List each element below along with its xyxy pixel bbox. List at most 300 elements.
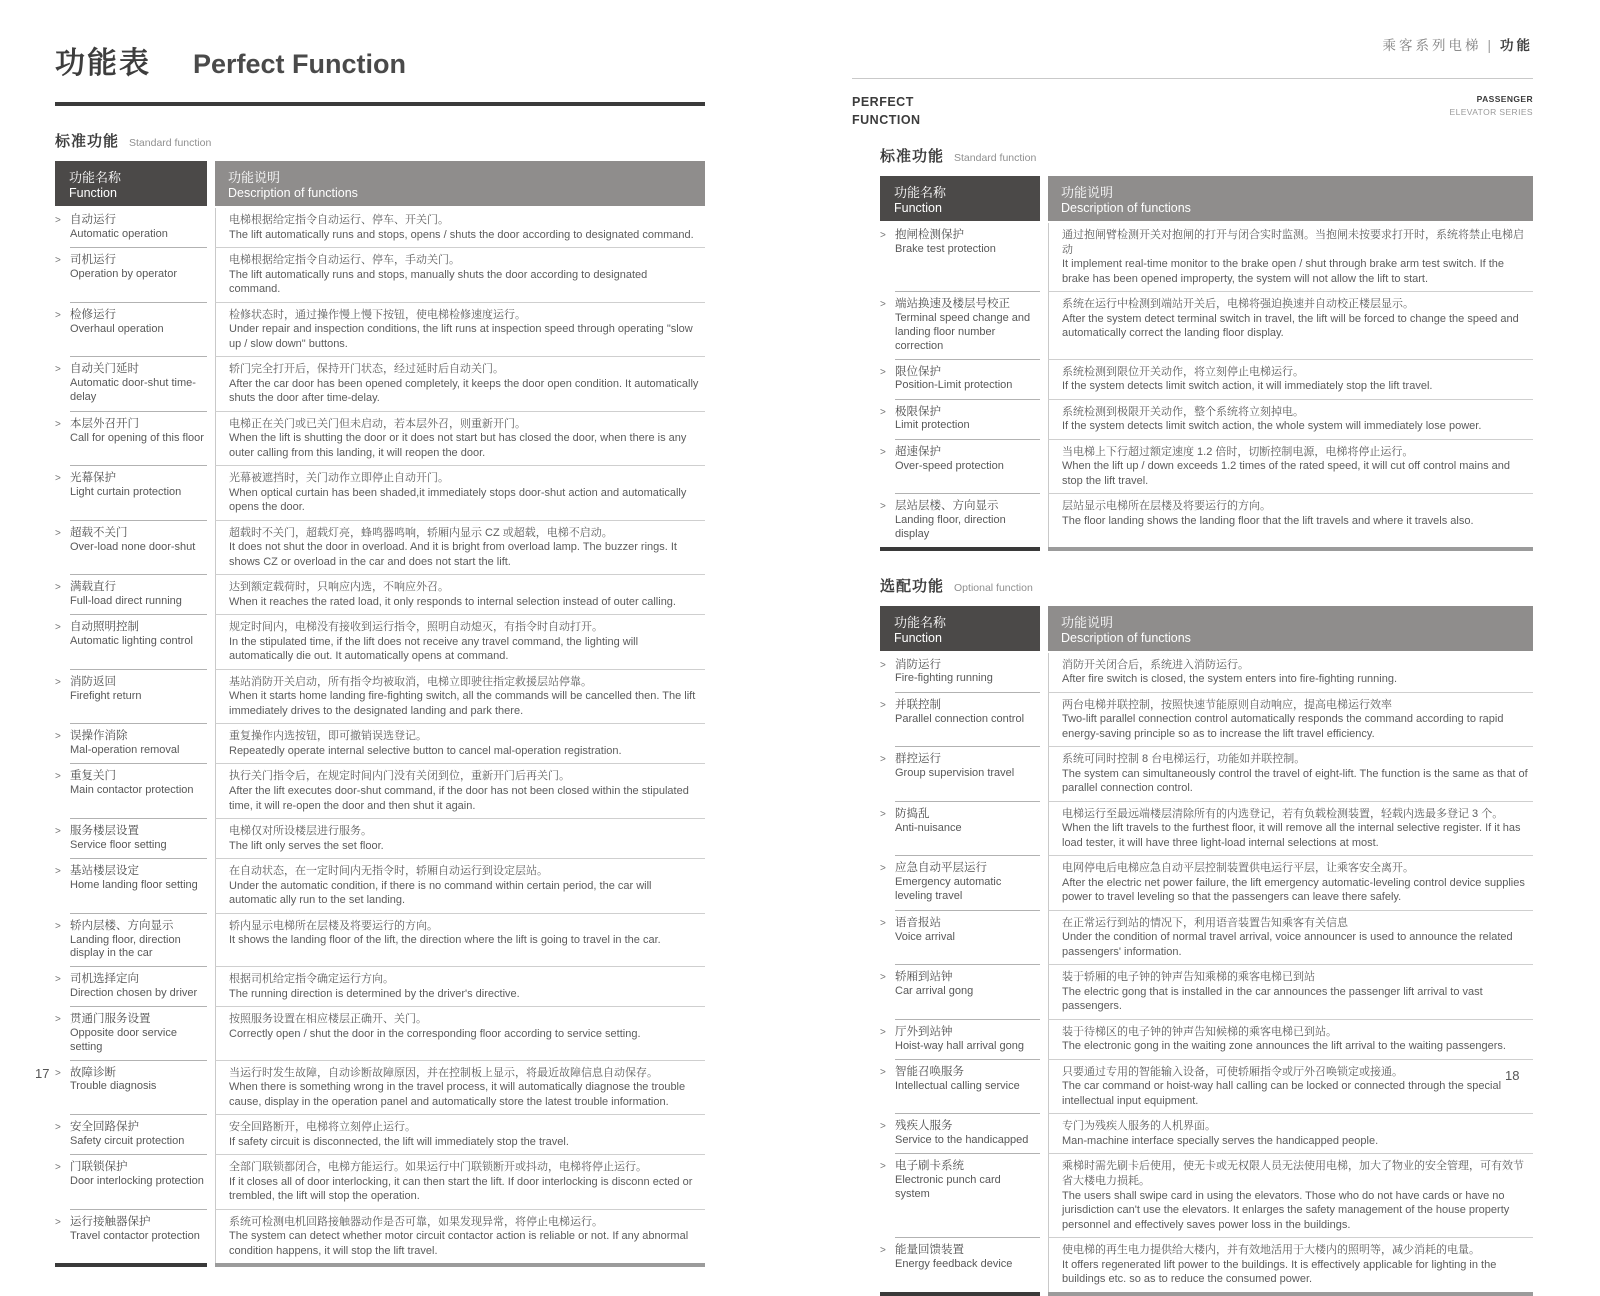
function-description-cell [215, 466, 705, 521]
function-name-cell [880, 400, 1040, 440]
function-name-en: Parallel connection control [895, 712, 1025, 725]
function-desc-en: If the system detects limit switch action, it will immediately stop the lift travel. [1062, 380, 1433, 393]
function-name-cell [55, 466, 207, 521]
function-desc-en: After the system detect terminal switch in travel, the lift will be forced to change the speed and automatically correct the landing floor display. [1062, 312, 1519, 340]
function-name-en: Overhaul operation [70, 322, 164, 335]
function-desc-en: The electric gong that is installed in the car announces the passenger lift arrival to vast passengers. [1062, 985, 1483, 1013]
row-marker: > [880, 1245, 886, 1257]
function-name-zh: 限位保护 [895, 365, 941, 378]
function-desc-zh: 使电梯的再生电力提供给大楼内，并有效地活用于大楼内的照明等，减少消耗的电量。 [1062, 1244, 1480, 1257]
header-description-en: Description of functions [1061, 630, 1191, 645]
function-name-cell [55, 303, 207, 358]
function-name-zh: 服务楼层设置 [70, 825, 139, 838]
function-name-cell [55, 1007, 207, 1060]
table-header-function [880, 176, 1040, 221]
function-desc-en: After fire switch is closed, the system enters into fire-fighting running. [1062, 673, 1398, 686]
function-desc-en: It offers regenerated lift power to the buildings. It is effectively applicable for lighting in the buildings etc. so as to reduce the consumed power. [1062, 1258, 1497, 1286]
function-name-cell [55, 967, 207, 1007]
function-description-cell [1048, 400, 1533, 440]
function-name-cell [55, 819, 207, 859]
function-name-zh: 语音报站 [895, 916, 941, 929]
row-marker: > [55, 826, 61, 838]
function-desc-en: It shows the landing floor of the lift, the direction where the lift is going to travel in the car. [229, 934, 661, 947]
function-description-cell [215, 670, 705, 725]
function-name-zh: 本层外召开门 [70, 417, 139, 430]
function-name-en: Automatic door-shut time-delay [70, 377, 196, 403]
function-desc-en: It does not shut the door in overload. And it is bright from overload lamp. The buzzer rings. It shows CZ or overload in the car and does not start the lift. [229, 541, 677, 568]
function-name-cell [55, 412, 207, 467]
function-desc-zh: 规定时间内，电梯没有接收到运行指令，照明自动熄灭，有指令时自动打开。 [229, 621, 603, 634]
function-name-en: Energy feedback device [895, 1257, 1013, 1270]
function-desc-zh: 专门为残疾人服务的人机界面。 [1062, 1120, 1216, 1133]
function-desc-en: The car command or hoist-way hall calling can be locked or connected through the special intellectual input equipment. [1062, 1080, 1502, 1107]
table-header-description [1048, 606, 1533, 651]
optional-function-table [880, 606, 1533, 1296]
header-description-zh: 功能说明 [1061, 614, 1114, 630]
function-desc-en: When there is something wrong in the travel process, it will automatically diagnose the trouble cause, display in the operation panel and automatically store the latest trouble information. [229, 1081, 686, 1108]
table-header [880, 606, 1533, 651]
function-desc-zh: 层站显示电梯所在层楼及将要运行的方向。 [1062, 500, 1271, 513]
function-description-cell [1048, 1114, 1533, 1154]
function-name-en: Mal-operation removal [70, 744, 180, 757]
function-desc-zh: 全部门联锁都闭合，电梯方能运行。如果运行中门联锁断开或抖动，电梯将停止运行。 [229, 1161, 647, 1174]
function-name-zh: 自动关门延时 [70, 363, 139, 376]
section-heading-standard [55, 130, 705, 151]
function-desc-zh: 系统可检测电机回路接触器动作是否可靠，如果发现异常，将停止电梯运行。 [229, 1215, 603, 1228]
function-desc-en: The electronic gong in the waiting zone announces the lift arrival to the waiting passengers. [1062, 1040, 1506, 1053]
table-row [880, 1154, 1533, 1238]
header-description-zh: 功能说明 [1061, 185, 1114, 201]
function-name-cell [55, 764, 207, 819]
series-label-line2: ELEVATOR SERIES [1449, 106, 1533, 117]
function-name-en: Terminal speed change and landing floor number correction [895, 312, 1031, 352]
function-name-en: Voice arrival [895, 930, 955, 943]
row-marker: > [55, 1067, 61, 1079]
function-name-cell [55, 521, 207, 576]
row-marker: > [880, 699, 886, 711]
table-row [880, 911, 1533, 966]
table-row [55, 1007, 705, 1060]
table-row [55, 1061, 705, 1116]
table-row [880, 965, 1533, 1020]
function-desc-zh: 根据司机给定指令确定运行方向。 [229, 973, 394, 986]
page-number-right: 18 [1505, 1068, 1520, 1083]
function-description-cell [215, 615, 705, 670]
function-name-cell [880, 693, 1040, 748]
table-row [880, 693, 1533, 748]
function-name-cell [55, 615, 207, 670]
row-marker: > [880, 808, 886, 820]
function-desc-zh: 两台电梯并联控制，按照快速节能原则自动响应，提高电梯运行效率 [1062, 698, 1392, 711]
row-marker: > [55, 418, 61, 430]
series-label [1450, 93, 1533, 129]
function-name-zh: 抱闸检测保护 [895, 229, 964, 242]
series-label-line1: PASSENGER [1476, 94, 1533, 104]
function-description-cell [215, 724, 705, 764]
row-marker: > [55, 215, 61, 226]
row-marker: > [880, 659, 886, 671]
section-title-en: Standard function [954, 152, 1037, 165]
right-title-line1: PERFECT [852, 95, 914, 109]
table-row [55, 670, 705, 725]
function-desc-en: The lift automatically runs and stops, manually shuts the door according to designated command. [229, 268, 648, 296]
row-marker: > [880, 230, 886, 242]
function-name-cell [55, 1155, 207, 1210]
header-function-zh: 功能名称 [894, 614, 947, 630]
function-name-cell [55, 859, 207, 914]
function-name-zh: 电子刷卡系统 [895, 1160, 964, 1173]
bottom-bar-dark [880, 1292, 1040, 1296]
function-desc-en: When the lift travels to the furthest floor, it will remove all the internal selective register. If it has load tester, it will have three light-load internal selections at most. [1062, 822, 1521, 849]
function-name-zh: 轿厢到站钟 [895, 971, 953, 984]
row-marker: > [55, 974, 61, 986]
function-description-cell [1048, 653, 1533, 693]
function-name-cell [880, 965, 1040, 1020]
header-rule [852, 78, 1533, 79]
bottom-bar-dark [880, 547, 1040, 551]
function-name-zh: 防捣乱 [895, 807, 930, 820]
function-description-cell [215, 412, 705, 467]
table-header-function [880, 606, 1040, 651]
row-marker: > [880, 406, 886, 418]
function-name-en: Operation by operator [70, 267, 178, 280]
function-description-cell [1048, 1060, 1533, 1115]
function-desc-zh: 当运行时发生故障，自动诊断故障原因，并在控制板上显示，将最近故障信息自动保存。 [229, 1066, 658, 1079]
function-desc-zh: 安全回路断开，电梯将立刻停止运行。 [229, 1121, 416, 1134]
table-body [55, 208, 705, 1263]
function-description-cell [1048, 440, 1533, 495]
table-row [55, 615, 705, 670]
table-row [880, 292, 1533, 359]
table-row [880, 856, 1533, 911]
function-name-zh: 自动照明控制 [70, 621, 139, 634]
function-name-zh: 检修运行 [70, 308, 116, 321]
function-desc-en: The lift automatically runs and stops, opens / shuts the door according to designated command. [229, 228, 694, 241]
function-description-cell [215, 764, 705, 819]
right-page-content [880, 145, 1533, 1295]
function-name-en: Position-Limit protection [895, 379, 1013, 392]
function-name-cell [55, 724, 207, 764]
function-name-en: Firefight return [70, 689, 142, 702]
function-desc-zh: 通过抱闸臂检测开关对抱闸的打开与闭合实时监测。当抱闸未按要求打开时，系统将禁止电梯启动 [1062, 229, 1524, 256]
function-desc-zh: 在正常运行到站的情况下，利用语音装置告知乘客有关信息 [1062, 916, 1348, 929]
function-name-zh: 超载不关门 [70, 526, 128, 539]
row-marker: > [880, 366, 886, 378]
table-bottom-bars [55, 1263, 705, 1267]
section-heading-standard-right [880, 145, 1533, 166]
row-marker: > [880, 1026, 886, 1038]
row-marker: > [55, 676, 61, 688]
function-name-cell [55, 1061, 207, 1116]
function-desc-zh: 检修状态时，通过操作慢上慢下按钮，使电梯检修速度运行。 [229, 308, 526, 321]
row-marker: > [880, 299, 886, 311]
function-name-en: Trouble diagnosis [70, 1080, 157, 1093]
function-name-cell [55, 914, 207, 967]
function-desc-en: In the stipulated time, if the lift does not receive any travel command, the lighting will automatically die out. It automatically opens at command. [229, 635, 639, 663]
function-name-cell [880, 1114, 1040, 1154]
table-row [55, 819, 705, 859]
function-name-cell [880, 802, 1040, 857]
function-desc-zh: 只要通过专用的智能输入设备，可使轿厢指令或厅外召唤锁定或接通。 [1062, 1065, 1403, 1078]
function-description-cell [1048, 494, 1533, 546]
row-marker: > [55, 622, 61, 634]
function-name-en: Electronic punch card system [895, 1174, 1001, 1201]
header-function-en: Function [894, 630, 942, 645]
table-row [55, 914, 705, 967]
function-name-cell [880, 856, 1040, 911]
function-desc-zh: 电网停电后电梯应急自动平层控制装置供电运行平层，让乘客安全离开。 [1062, 862, 1414, 875]
function-name-zh: 安全回路保护 [70, 1121, 139, 1134]
table-row [880, 1060, 1533, 1115]
bottom-bar-gray [1048, 1292, 1533, 1296]
function-desc-en: The running direction is determined by the driver's directive. [229, 987, 520, 1000]
function-name-zh: 光幕保护 [70, 472, 116, 485]
function-name-zh: 轿内层楼、方向显示 [70, 919, 174, 932]
row-marker: > [55, 731, 61, 743]
function-description-cell [1048, 1020, 1533, 1060]
function-description-cell [1048, 802, 1533, 857]
function-name-zh: 基站楼层设定 [70, 865, 139, 878]
function-desc-zh: 当电梯上下行超过额定速度 1.2 倍时，切断控制电源，电梯将停止运行。 [1062, 445, 1414, 458]
header-function-en: Function [894, 201, 942, 216]
row-marker: > [55, 255, 61, 267]
table-row [55, 412, 705, 467]
function-name-zh: 运行接触器保护 [70, 1215, 151, 1228]
function-desc-zh: 系统检测到极限开关动作，整个系统将立刻掉电。 [1062, 405, 1304, 418]
function-description-cell [215, 1061, 705, 1116]
function-desc-zh: 系统检测到限位开关动作，将立刻停止电梯运行。 [1062, 365, 1304, 378]
row-marker: > [55, 364, 61, 376]
function-name-cell [880, 494, 1040, 546]
table-row [55, 1155, 705, 1210]
function-desc-en: Under repair and inspection conditions, the lift runs at inspection speed through operating "slow up / slow down" buttons. [229, 323, 693, 350]
row-marker: > [880, 1066, 886, 1078]
function-description-cell [215, 1155, 705, 1210]
function-desc-en: The system can simultaneously control the travel of eight-lift. The function is the same as that of parallel connection control. [1062, 767, 1528, 795]
row-marker: > [880, 972, 886, 984]
function-desc-zh: 轿门完全打开后，保持开门状态，经过延时后自动关门。 [229, 363, 504, 376]
function-name-en: Light curtain protection [70, 486, 182, 499]
function-desc-zh: 电梯根据给定指令自动运行、停车、开关门。 [229, 214, 449, 226]
function-name-en: Landing floor, direction display in the car [70, 933, 181, 960]
function-name-cell [55, 357, 207, 412]
function-name-zh: 司机选择定向 [70, 973, 139, 986]
function-description-cell [1048, 292, 1533, 359]
function-description-cell [215, 521, 705, 576]
table-row [880, 360, 1533, 400]
function-desc-zh: 系统可同时控制 8 台电梯运行，功能如并联控制。 [1062, 753, 1306, 766]
function-description-cell [215, 914, 705, 967]
table-row [880, 1020, 1533, 1060]
function-description-cell [215, 357, 705, 412]
table-row [880, 1114, 1533, 1154]
table-body [880, 653, 1533, 1292]
function-name-en: Service to the handicapped [895, 1134, 1029, 1147]
table-row [55, 466, 705, 521]
title-rule [55, 102, 705, 106]
row-marker: > [880, 754, 886, 766]
right-page-title [852, 93, 921, 129]
row-marker: > [55, 1014, 61, 1026]
function-name-zh: 并联控制 [895, 698, 941, 711]
table-row [55, 724, 705, 764]
function-name-zh: 端站换速及楼层号校正 [895, 298, 1010, 311]
right-page-header [852, 93, 1533, 129]
function-desc-en: Correctly open / shut the door in the corresponding floor according to service setting. [229, 1027, 641, 1040]
function-name-zh: 消防返回 [70, 675, 116, 688]
function-desc-en: Under the automatic condition, if there is no command within certain period, the car will automatic ally run to the set landing. [229, 879, 652, 907]
table-row [880, 802, 1533, 857]
function-desc-zh: 装于轿厢的电子钟的钟声告知乘梯的乘客电梯已到站 [1062, 971, 1315, 984]
function-name-cell [880, 1154, 1040, 1238]
function-name-zh: 残疾人服务 [895, 1120, 953, 1133]
standard-function-table-right [880, 176, 1533, 550]
section-heading-optional [880, 575, 1533, 596]
function-name-zh: 层站层楼、方向显示 [895, 500, 999, 513]
table-header [880, 176, 1533, 221]
function-name-en: Fire-fighting running [895, 672, 993, 685]
table-row [55, 575, 705, 615]
function-description-cell [1048, 1154, 1533, 1238]
function-description-cell [1048, 965, 1533, 1020]
function-desc-en: Two-lift parallel connection control automatically responds the command according to rapid energy-saving principle so as to increase the lift travel efficiency. [1062, 713, 1504, 740]
function-name-en: Travel contactor protection [70, 1229, 200, 1242]
header-function-zh: 功能名称 [894, 185, 947, 201]
row-marker: > [55, 1216, 61, 1228]
function-description-cell [215, 1115, 705, 1155]
function-description-cell [1048, 360, 1533, 400]
function-desc-zh: 轿内显示电梯所在层楼及将要运行的方向。 [229, 919, 438, 932]
function-name-en: Automatic lighting control [70, 635, 193, 648]
function-desc-en: If safety circuit is disconnected, the lift will immediately stop the travel. [229, 1135, 569, 1148]
function-name-zh: 故障诊断 [70, 1066, 116, 1079]
function-desc-zh: 光幕被遮挡时，关门动作立即停止自动开门。 [229, 472, 449, 485]
function-desc-zh: 电梯运行至最远端楼层清除所有的内选登记，若有负载检测装置，轻载内选最多登记 3 个。 [1062, 807, 1504, 820]
table-row [55, 208, 705, 248]
function-desc-en: The floor landing shows the landing floor that the lift travels and where it travels also. [1062, 514, 1474, 527]
function-name-en: Hoist-way hall arrival gong [895, 1039, 1024, 1052]
function-name-en: Call for opening of this floor [70, 431, 204, 444]
function-name-cell [880, 1020, 1040, 1060]
function-name-zh: 满载直行 [70, 581, 116, 594]
function-name-en: Intellectual calling service [895, 1079, 1020, 1092]
function-description-cell [215, 859, 705, 914]
right-title-line2: FUNCTION [852, 113, 921, 128]
page-number-left: 17 [35, 1066, 50, 1081]
table-header-description [215, 161, 705, 206]
function-name-en: Automatic operation [70, 227, 168, 240]
function-name-cell [880, 440, 1040, 495]
row-marker: > [55, 527, 61, 539]
function-desc-en: The system can detect whether motor circuit contactor action is reliable or not. If any abnormal condition happens, it will stop the lift travel. [229, 1230, 689, 1257]
function-desc-zh: 超载时不关门，超载灯亮，蜂鸣器鸣响，轿厢内显示 CZ 或超载，电梯不启动。 [229, 526, 613, 539]
table-header-description [1048, 176, 1533, 221]
function-name-en: Brake test protection [895, 243, 996, 256]
function-name-en: Anti-nuisance [895, 821, 962, 834]
function-description-cell [215, 208, 705, 248]
row-marker: > [55, 473, 61, 485]
function-name-cell [880, 1060, 1040, 1115]
page-title [55, 38, 705, 82]
function-desc-en: When it reaches the rated load, it only responds to internal selection instead of outer calling. [229, 595, 676, 608]
breadcrumb-series: 乘客系列电梯 [1382, 38, 1482, 53]
function-desc-zh: 电梯正在关门或已关门但未启动，若本层外召，则重新开门。 [229, 417, 526, 430]
table-row [55, 303, 705, 358]
row-marker: > [880, 863, 886, 875]
function-description-cell [215, 575, 705, 615]
function-name-cell [55, 248, 207, 303]
function-name-cell [880, 223, 1040, 292]
function-name-cell [55, 670, 207, 725]
standard-function-table-left [55, 161, 705, 1267]
function-name-zh: 智能召唤服务 [895, 1065, 964, 1078]
function-desc-en: Under the condition of normal travel arrival, voice announcer is used to announce the related passengers' information. [1062, 931, 1513, 958]
function-name-zh: 应急自动平层运行 [895, 862, 987, 875]
function-desc-en: The users shall swipe card in using the elevators. Those who do not have cards or have no jurisdiction can't use the elevators. It enlarges the safety management of the house property personnel and effectively saves power loss in the buildings. [1062, 1189, 1510, 1231]
function-desc-en: After the lift executes door-shut command, if the door has not been closed within the stipulated time, it will re-open the door and then shut it again. [229, 784, 689, 812]
function-desc-en: The lift only serves the set floor. [229, 839, 384, 852]
bottom-bar-gray [1048, 547, 1533, 551]
bottom-bar-dark [55, 1263, 207, 1267]
function-name-en: Full-load direct running [70, 595, 182, 608]
function-desc-en: When it starts home landing fire-fighting switch, all the commands will be cancelled then. The lift immediately drives to the designated landing and park there. [229, 690, 696, 717]
function-name-en: Service floor setting [70, 838, 167, 851]
function-name-en: Opposite door service setting [70, 1027, 177, 1053]
function-name-cell [55, 575, 207, 615]
table-header [55, 161, 705, 206]
row-marker: > [880, 501, 886, 513]
row-marker: > [880, 1121, 886, 1133]
row-marker: > [55, 866, 61, 878]
function-name-cell [55, 1115, 207, 1155]
function-name-en: Group supervision travel [895, 767, 1015, 780]
function-name-cell [880, 360, 1040, 400]
function-desc-zh: 基站消防开关启动，所有指令均被取消，电梯立即驶往指定救援层站停靠。 [229, 675, 592, 688]
row-marker: > [55, 1122, 61, 1134]
function-desc-zh: 电梯仅对所设楼层进行服务。 [229, 825, 372, 838]
function-desc-en: When optical curtain has been shaded,it immediately stops door-shut action and automatically opens the door. [229, 486, 687, 514]
function-description-cell [1048, 747, 1533, 802]
function-desc-zh: 达到额定载荷时，只响应内选，不响应外召。 [229, 581, 449, 594]
function-name-zh: 消防运行 [895, 658, 941, 671]
function-description-cell [215, 819, 705, 859]
page-left [55, 38, 705, 1267]
table-row [880, 223, 1533, 292]
function-desc-en: If it closes all of door interlocking, it can then start the lift. If door interlocking is disconn ected or trembled, the lift will stop the operation. [229, 1175, 693, 1203]
function-name-zh: 群控运行 [895, 753, 941, 766]
function-desc-zh: 消防开关闭合后，系统进入消防运行。 [1062, 658, 1249, 671]
function-name-cell [55, 1210, 207, 1264]
row-marker: > [55, 920, 61, 932]
function-name-en: Over-load none door-shut [70, 540, 196, 553]
function-name-zh: 能量回馈装置 [895, 1244, 964, 1257]
function-name-cell [880, 1238, 1040, 1292]
function-desc-en: When the lift is shutting the door or it does not start but has closed the door, when there is any outer calling from this landing, it will reopen the door. [229, 432, 687, 459]
section-title-en: Optional function [954, 581, 1033, 594]
function-name-en: Safety circuit protection [70, 1134, 185, 1147]
function-name-en: Direction chosen by driver [70, 986, 198, 999]
table-row [55, 764, 705, 819]
function-name-cell [55, 208, 207, 248]
function-description-cell [1048, 223, 1533, 292]
row-marker: > [880, 446, 886, 458]
function-name-zh: 贯通门服务设置 [70, 1013, 151, 1026]
function-name-cell [880, 653, 1040, 693]
function-description-cell [1048, 1238, 1533, 1292]
function-name-en: Limit protection [895, 419, 970, 432]
function-name-en: Home landing floor setting [70, 878, 198, 891]
section-title-zh: 选配功能 [880, 577, 945, 595]
